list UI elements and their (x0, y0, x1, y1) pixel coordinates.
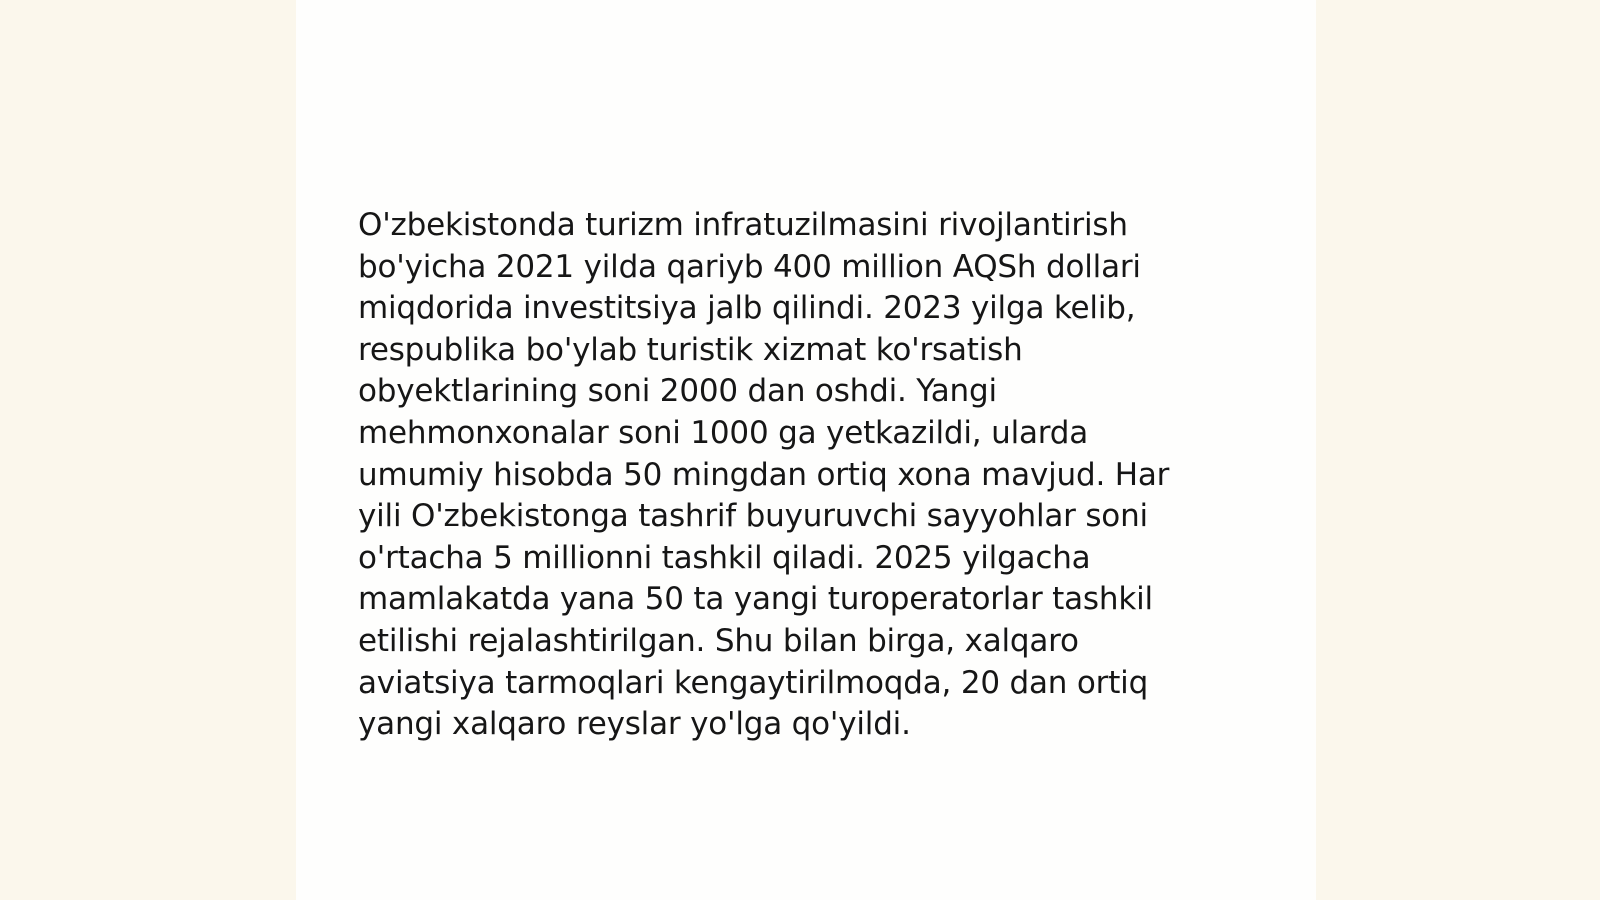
text-line: respublika bo'ylab turistik xizmat ko'rsatish (358, 331, 1023, 368)
text-line: miqdorida investitsiya jalb qilindi. 2023 yilga kelib, (358, 290, 1136, 327)
text-line: aviatsiya tarmoqlari kengaytirilmoqda, 20 dan ortiq (358, 664, 1149, 701)
text-line: mehmonxonalar soni 1000 ga yetkazildi, ularda (358, 414, 1089, 451)
text-line: umumiy hisobda 50 mingdan ortiq xona mavjud. Har (358, 456, 1170, 493)
body-paragraph (358, 205, 1238, 746)
text-line: O'zbekistonda turizm infratuzilmasini rivojlantirish (358, 207, 1128, 243)
text-line: etilishi rejalashtirilgan. Shu bilan birga, xalqaro (358, 622, 1079, 659)
text-line: mamlakatda yana 50 ta yangi turoperatorlar tashkil (358, 581, 1153, 618)
text-line: bo'yicha 2021 yilda qariyb 400 million AQSh dollari (358, 248, 1141, 285)
text-line: o'rtacha 5 millionni tashkil qiladi. 2025 yilgacha (358, 539, 1091, 576)
document-page (296, 0, 1316, 900)
text-line: yili O'zbekistonga tashrif buyuruvchi sayyohlar soni (358, 498, 1148, 535)
text-line: obyektlarining soni 2000 dan oshdi. Yangi (358, 373, 997, 410)
text-line: yangi xalqaro reyslar yo'lga qo'yildi. (358, 706, 911, 743)
